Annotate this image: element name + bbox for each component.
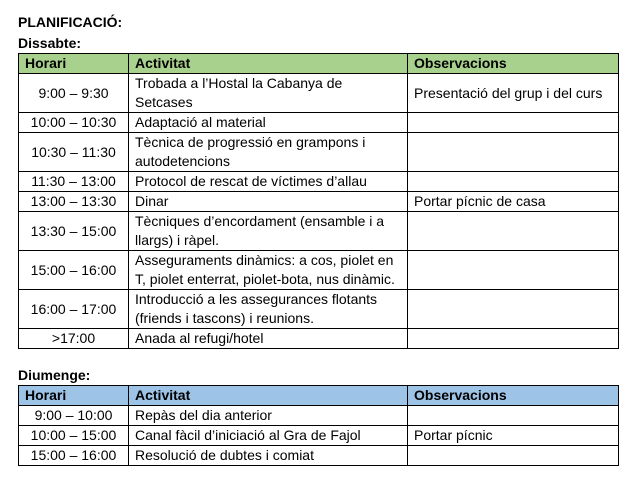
notes-cell <box>408 133 619 172</box>
time-cell: 16:00 – 17:00 <box>19 290 129 329</box>
notes-cell: Portar pícnic <box>408 426 619 446</box>
header-horari: Horari <box>19 54 129 74</box>
activity-cell: Resolució de dubtes i comiat <box>129 446 408 466</box>
table-row <box>19 446 619 466</box>
table-row <box>19 290 619 329</box>
notes-cell <box>408 406 619 426</box>
notes-cell <box>408 212 619 251</box>
time-cell: 15:00 – 16:00 <box>19 251 129 290</box>
table-row <box>19 133 619 172</box>
activity-cell: Repàs del dia anterior <box>129 406 408 426</box>
time-cell: 9:00 – 9:30 <box>19 74 129 113</box>
time-cell: 11:30 – 13:00 <box>19 172 129 192</box>
header-observacions: Observacions <box>408 386 619 406</box>
time-cell: 9:00 – 10:00 <box>19 406 129 426</box>
header-activitat: Activitat <box>129 386 408 406</box>
table-row <box>19 329 619 349</box>
notes-cell: Portar pícnic de casa <box>408 192 619 212</box>
activity-cell: Introducció a les assegurances flotants (friends i tascons) i reunions. <box>129 290 408 329</box>
time-cell: 13:30 – 15:00 <box>19 212 129 251</box>
time-cell: 10:00 – 10:30 <box>19 113 129 133</box>
table-row <box>19 172 619 192</box>
activity-cell: Canal fàcil d’iniciació al Gra de Fajol <box>129 426 408 446</box>
header-horari: Horari <box>19 386 129 406</box>
header-activitat: Activitat <box>129 54 408 74</box>
saturday-schedule-table <box>18 53 619 349</box>
saturday-label: Dissabte: <box>18 35 82 51</box>
table-row <box>19 192 619 212</box>
table-header-row <box>19 54 619 74</box>
page-title: PLANIFICACIÓ: <box>18 14 123 30</box>
activity-cell: Dinar <box>129 192 408 212</box>
table-header-row <box>19 386 619 406</box>
notes-cell <box>408 446 619 466</box>
activity-cell: Tècniques d’encordament (ensamble i a llargs) i ràpel. <box>129 212 408 251</box>
sunday-schedule-table <box>18 385 619 466</box>
notes-cell <box>408 329 619 349</box>
sunday-label: Diumenge: <box>18 367 91 383</box>
table-row <box>19 212 619 251</box>
notes-cell <box>408 290 619 329</box>
activity-cell: Adaptació al material <box>129 113 408 133</box>
header-observacions: Observacions <box>408 54 619 74</box>
table-row <box>19 251 619 290</box>
time-cell: 15:00 – 16:00 <box>19 446 129 466</box>
activity-cell: Asseguraments dinàmics: a cos, piolet en T, piolet enterrat, piolet-bota, nus dinàmic. <box>129 251 408 290</box>
table-row <box>19 74 619 113</box>
table-row <box>19 406 619 426</box>
notes-cell <box>408 251 619 290</box>
activity-cell: Protocol de rescat de víctimes d’allau <box>129 172 408 192</box>
notes-cell <box>408 172 619 192</box>
time-cell: >17:00 <box>19 329 129 349</box>
time-cell: 10:30 – 11:30 <box>19 133 129 172</box>
notes-cell: Presentació del grup i del curs <box>408 74 619 113</box>
table-row <box>19 113 619 133</box>
table-row <box>19 426 619 446</box>
activity-cell: Trobada a l’Hostal la Cabanya de Setcases <box>129 74 408 113</box>
notes-cell <box>408 113 619 133</box>
time-cell: 10:00 – 15:00 <box>19 426 129 446</box>
activity-cell: Tècnica de progressió en grampons i autodetencions <box>129 133 408 172</box>
activity-cell: Anada al refugi/hotel <box>129 329 408 349</box>
time-cell: 13:00 – 13:30 <box>19 192 129 212</box>
